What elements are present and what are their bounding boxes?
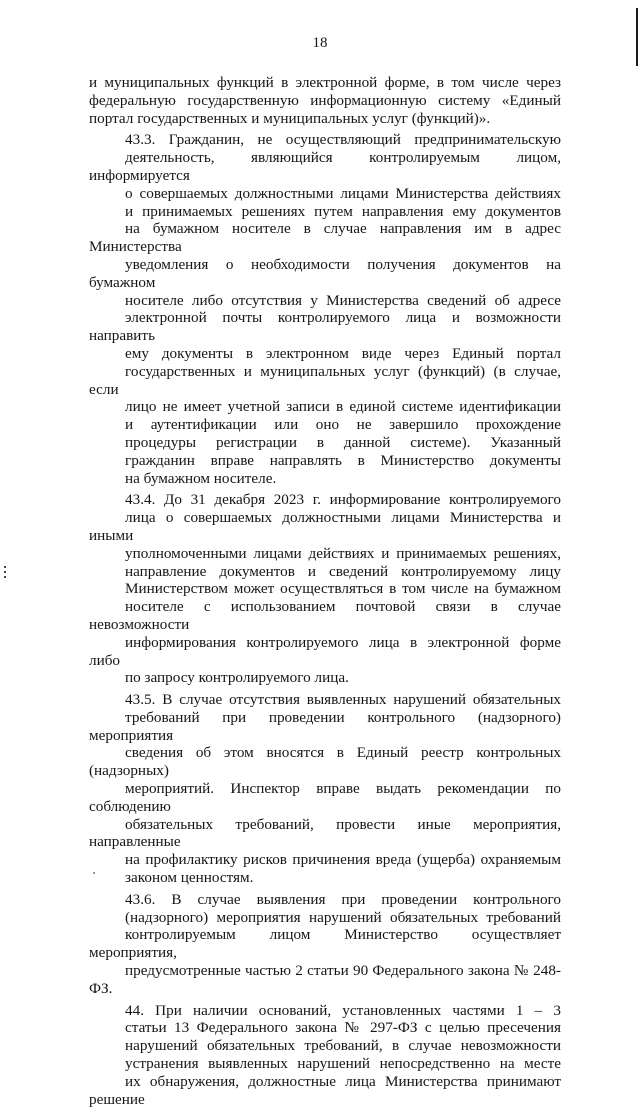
- paragraph-continuation: [89, 74, 561, 127]
- text-line: на бумажном носителе.: [125, 469, 277, 487]
- text-line: портал государственных и муниципальных услуг (функций)».: [89, 109, 491, 127]
- text-line: на бумажном носителе в случае направления им в адрес Министерства: [89, 220, 561, 256]
- paragraph-43-5: [89, 691, 561, 887]
- text-line: (надзорного) мероприятия нарушений обязательных требований: [125, 908, 561, 926]
- text-line: и принимаемых решениях путем направления ему документов: [125, 202, 561, 220]
- text-line: устранения выявленных нарушений непосредственно на месте: [125, 1055, 561, 1073]
- text-line: уполномоченными лицами действиях и принимаемых решениях,: [125, 544, 561, 562]
- text-line: обязательных требований, провести иные мероприятия, направленные: [89, 815, 561, 851]
- text-line: 44. При наличии оснований, установленных частями 1 – 3: [125, 1001, 561, 1019]
- text-line: законом ценностям.: [125, 869, 254, 887]
- text-line: электронной почты контролируемого лица и возможности направить: [89, 309, 561, 345]
- text-line: 43.6. В случае выявления при проведении контрольного: [125, 890, 561, 908]
- document-body: [89, 74, 561, 1108]
- text-line: сведения об этом вносятся в Единый реестр контрольных (надзорных): [89, 744, 561, 780]
- text-line: направление документов и сведений контролируемому лицу: [125, 562, 561, 580]
- text-line: 43.4. До 31 декабря 2023 г. информирование контролируемого: [125, 491, 561, 509]
- margin-dots: [3, 566, 7, 584]
- paragraph-43-3: [89, 131, 561, 487]
- text-line: ему документы в электронном виде через Единый портал: [125, 344, 561, 362]
- text-line: лица о совершаемых должностными лицами Министерства и иными: [89, 509, 561, 544]
- text-line: предусмотренные частью 2 статьи 90 Федерального закона № 248-ФЗ.: [89, 962, 561, 997]
- text-line: и муниципальных функций в электронной форме, в том числе через: [89, 74, 561, 91]
- text-line: лицо не имеет учетной записи в единой системе идентификации: [125, 398, 561, 416]
- text-line: информирования контролируемого лица в электронной форме либо: [89, 633, 561, 669]
- paragraph-43-6: [89, 891, 561, 998]
- text-line: нарушений обязательных требований, в случае невозможности: [125, 1037, 561, 1055]
- text-line: контролируемым лицом Министерство осуществляет мероприятия,: [89, 926, 561, 962]
- text-line: требований при проведении контрольного (надзорного) мероприятия: [89, 708, 561, 744]
- text-line: статьи 13 Федерального закона № 297-ФЗ с целью пресечения: [125, 1019, 561, 1037]
- text-line: процедуры регистрации в данной системе). Указанный: [125, 433, 561, 451]
- text-line: 43.5. В случае отсутствия выявленных нарушений обязательных: [125, 691, 561, 709]
- text-line: 43.3. Гражданин, не осуществляющий предпринимательскую: [125, 131, 561, 149]
- text-line: деятельность, являющийся контролируемым лицом, информируется: [89, 149, 561, 184]
- text-line: гражданин вправе направлять в Министерство документы: [125, 451, 561, 469]
- text-line: на профилактику рисков причинения вреда (ущерба) охраняемым: [125, 851, 561, 869]
- text-line: федеральную государственную информационную систему «Единый: [89, 91, 561, 109]
- text-line: о совершаемых должностными лицами Министерства действиях: [125, 184, 561, 202]
- text-line: Министерством может осуществляться в том числе на бумажном: [125, 580, 561, 598]
- text-line: уведомления о необходимости получения документов на бумажном: [89, 255, 561, 291]
- scan-speck: [93, 872, 95, 874]
- text-line: носителе с использованием почтовой связи в случае невозможности: [89, 598, 561, 633]
- text-line: и аутентификации или оно не завершило прохождение: [125, 416, 561, 434]
- page-number: 18: [312, 35, 328, 51]
- text-line: носителе либо отсутствия у Министерства сведений об адресе: [125, 291, 561, 309]
- text-line: мероприятий. Инспектор вправе выдать рекомендации по соблюдению: [89, 780, 561, 815]
- paragraph-43-4: [89, 491, 561, 687]
- paragraph-44: [89, 1002, 561, 1108]
- text-line: по запросу контролируемого лица.: [125, 669, 349, 687]
- text-line: их обнаружения, должностные лица Министерства принимают решение: [89, 1072, 561, 1108]
- text-line: государственных и муниципальных услуг (функций) (в случае, если: [89, 362, 561, 398]
